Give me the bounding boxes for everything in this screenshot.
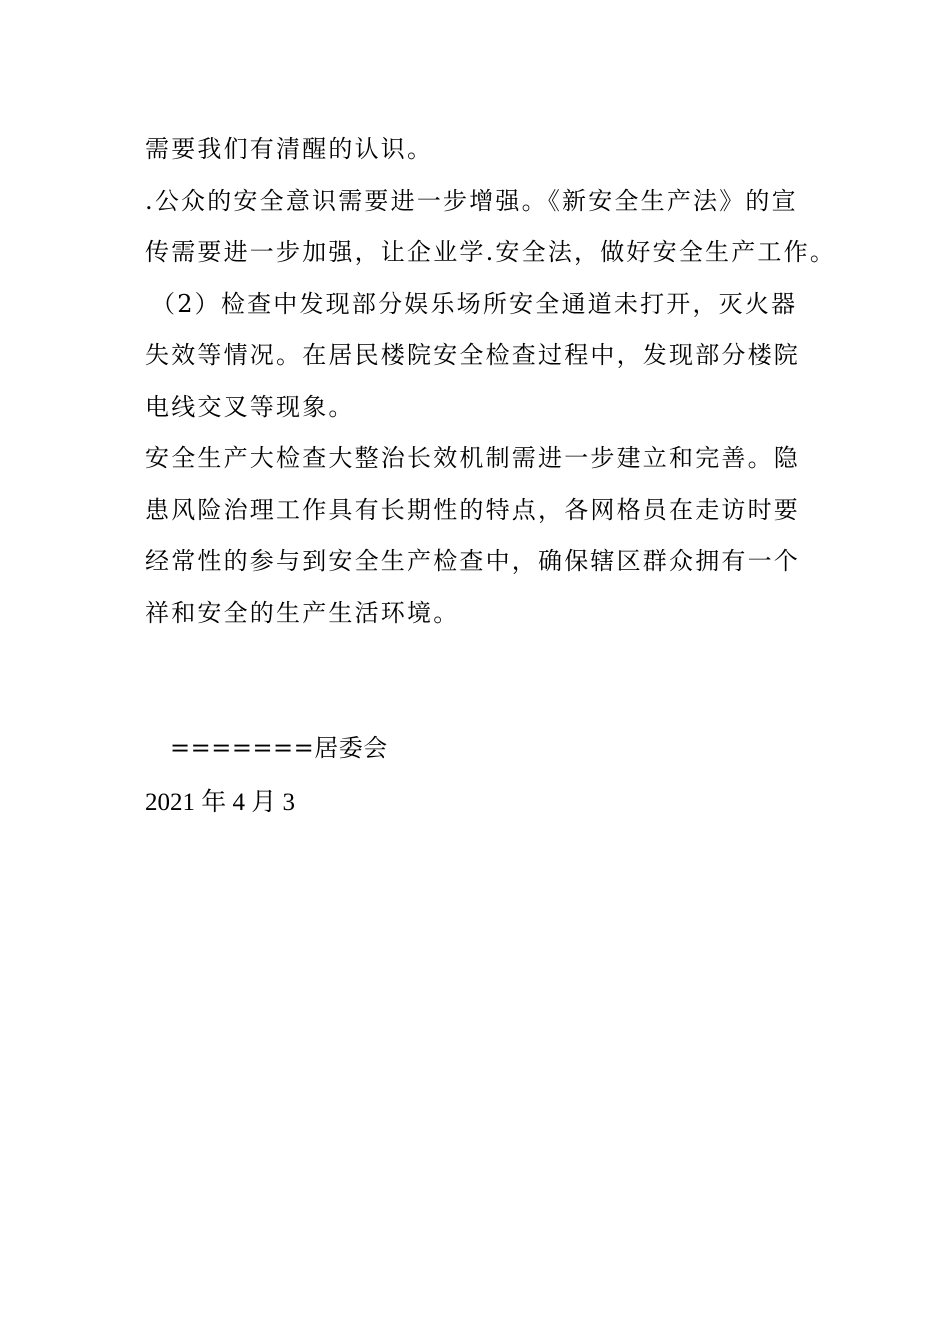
body-text — [145, 124, 837, 639]
body-line: 失效等情况。在居民楼院安全检查过程中，发现部分楼院 — [145, 341, 800, 369]
body-line: （2）检查中发现部分娱乐场所安全通道未打开，灭火器 — [151, 289, 798, 318]
body-line: .公众的安全意识需要进一步增强。《新安全生产法》的宣 — [145, 186, 798, 215]
body-line: 需要我们有清醒的认识。 — [145, 135, 434, 163]
body-line: 患风险治理工作具有长期性的特点，各网格员在走访时要 — [145, 495, 800, 524]
body-line: 安全生产大检查大整治长效机制需进一步建立和完善。隐 — [145, 444, 800, 472]
body-line: 经常性的参与到安全生产检查中，确保辖区群众拥有一个 — [145, 547, 800, 575]
body-line: 传需要进一步加强，让企业学.安全法，做好安全生产工作。 — [145, 238, 837, 266]
body-line: 电线交叉等现象。 — [145, 392, 355, 421]
signature-organization: =======居委会 — [170, 734, 388, 762]
body-line: 祥和安全的生产生活环境。 — [145, 598, 460, 627]
signature-date: 2021 年 4 月 3 — [145, 789, 296, 816]
